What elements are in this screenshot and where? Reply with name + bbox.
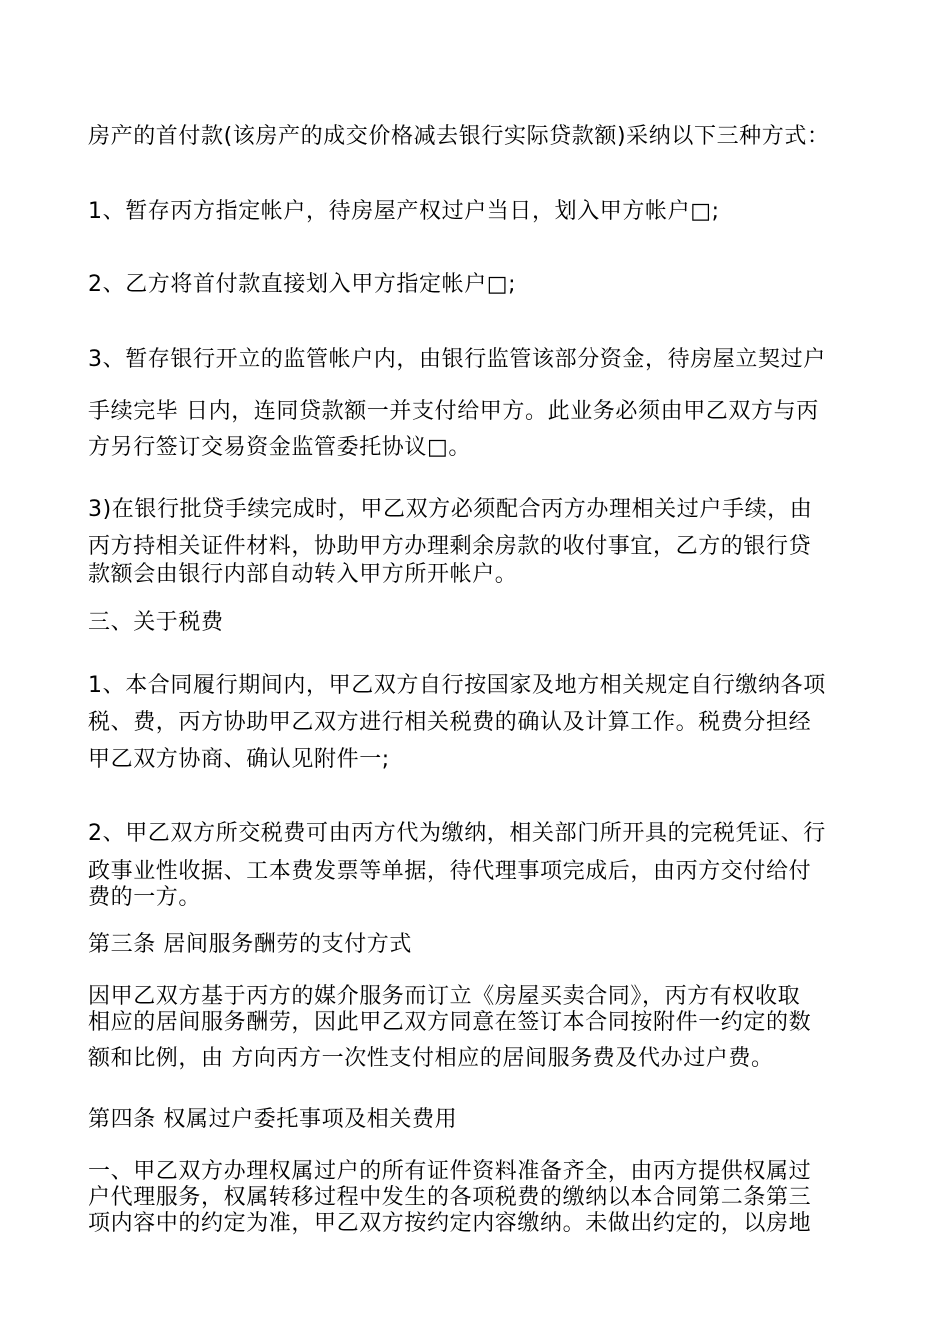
tax-clause-1-line-1: 1、本合同履行期间内，甲乙双方自行按国家及地方相关规定自行缴纳各项 [88,673,826,698]
paragraph-down-payment-intro: 房产的首付款(该房产的成交价格减去银行实际贷款额)采纳以下三种方式： [88,124,830,149]
section-heading-taxes: 三、关于税费 [88,610,224,635]
option-3-bank-supervision-line-3: 方另行签订交易资金监管委托协议□。 [88,435,471,460]
article-3-heading: 第三条 居间服务酬劳的支付方式 [88,932,412,957]
article-4-clause-1-line-2: 户代理服务，权属转移过程中发生的各项税费的缴纳以本合同第二条第三 [88,1185,812,1210]
article-4-clause-1-line-1: 一、甲乙双方办理权属过户的所有证件资料准备齐全，由丙方提供权属过 [88,1159,812,1184]
article-4-clause-1-line-3: 项内容中的约定为准，甲乙双方按约定内容缴纳。未做出约定的，以房地 [88,1211,812,1236]
article-3-body-line-3: 额和比例，由 方向丙方一次性支付相应的居间服务费及代办过户费。 [88,1046,774,1071]
tax-clause-2-line-2: 政事业性收据、工本费发票等单据，待代理事项完成后，由丙方交付给付 [88,859,812,884]
article-4-heading: 第四条 权属过户委托事项及相关费用 [88,1107,458,1132]
loan-approval-paragraph-line-1: 3)在银行批贷手续完成时，甲乙双方必须配合丙方办理相关过户手续，由 [88,497,813,522]
option-3-bank-supervision-line-1: 3、暂存银行开立的监管帐户内，由银行监管该部分资金，待房屋立契过户 [88,347,826,372]
tax-clause-1-line-3: 甲乙双方协商、确认见附件一; [88,747,390,772]
tax-clause-2-line-1: 2、甲乙双方所交税费可由丙方代为缴纳，相关部门所开具的完税凭证、行 [88,821,826,846]
option-3-bank-supervision-line-2: 手续完毕 日内，连同贷款额一并支付给甲方。此业务必须由甲乙双方与丙 [88,399,819,424]
tax-clause-2-line-3: 费的一方。 [88,885,202,910]
article-3-body-line-1: 因甲乙双方基于丙方的媒介服务而订立《房屋买卖合同》，丙方有权收取 [88,984,801,1009]
tax-clause-1-line-2: 税、费，丙方协助甲乙双方进行相关税费的确认及计算工作。税费分担经 [88,710,812,735]
option-2-direct-transfer: 2、乙方将首付款直接划入甲方指定帐户□; [88,272,517,297]
loan-approval-paragraph-line-3: 款额会由银行内部自动转入甲方所开帐户。 [88,562,518,587]
option-1-escrow-third-party: 1、暂存丙方指定帐户，待房屋产权过户当日，划入甲方帐户□; [88,199,720,224]
article-3-body-line-2: 相应的居间服务酬劳，因此甲乙双方同意在签订本合同按附件一约定的数 [88,1010,812,1035]
loan-approval-paragraph-line-2: 丙方持相关证件材料，协助甲方办理剩余房款的收付事宜，乙方的银行贷 [88,534,812,559]
